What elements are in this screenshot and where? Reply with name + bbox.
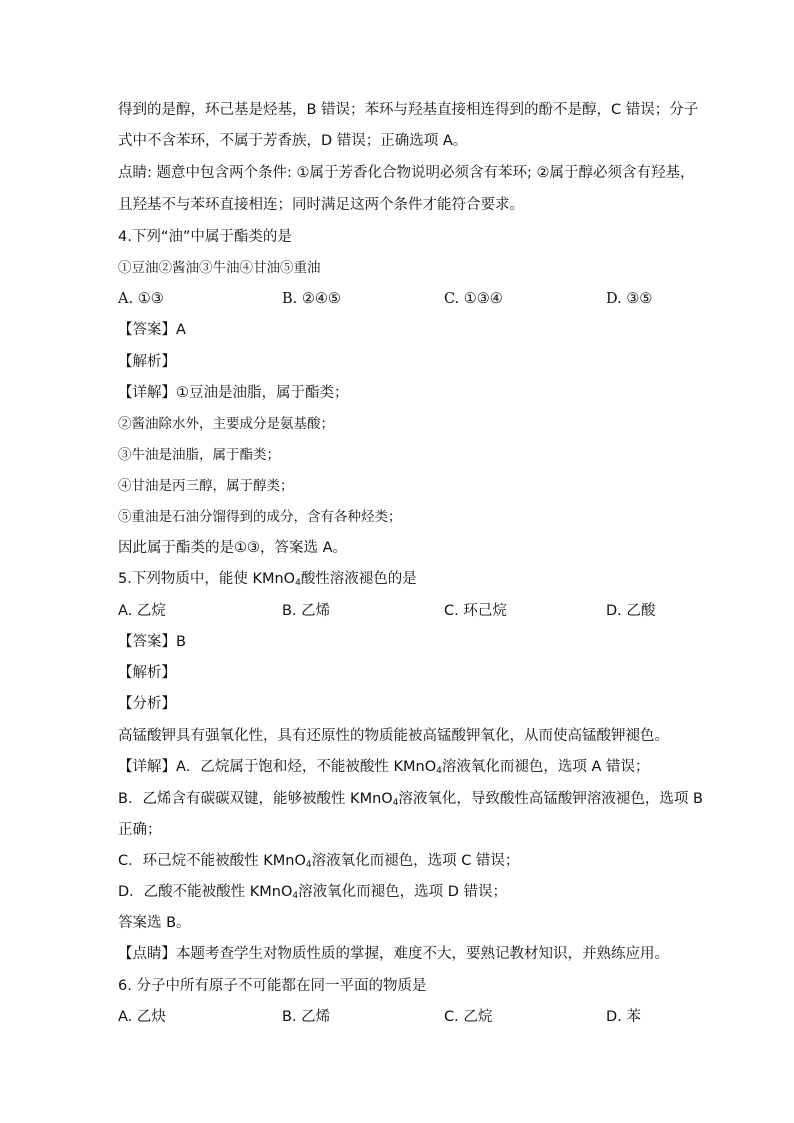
- q4-detail-line-5: ⑤重油是石油分馏得到的成分，含有各种烃类；: [118, 509, 402, 525]
- q4-detail-line-3: ③牛油是油脂，属于酯类；: [118, 447, 280, 463]
- option-a: A. 乙炔: [118, 1009, 166, 1025]
- q5-conclusion: 答案选 B。: [118, 915, 191, 931]
- option-a: A. 乙烷: [118, 603, 166, 619]
- q5-analysis-heading: 【解析】: [118, 665, 176, 681]
- option-d: D. 苯: [606, 1009, 641, 1025]
- q5-answer: 【答案】B: [118, 634, 186, 650]
- option-c: C. 乙烷: [444, 1009, 493, 1025]
- q5-detail-b: B．乙烯含有碳碳双键，能够被酸性 KMnO$_4$溶液氧化，导致酸性高锰酸钾溶液褪色，选项 B: [118, 791, 703, 808]
- option-b: B. 乙烯: [282, 1009, 331, 1025]
- question-4-items: ①豆油②酱油③牛油④甘油⑤重油: [118, 260, 321, 276]
- q4-detail-line-1: 【详解】①豆油是油脂，属于酯类；: [118, 385, 349, 401]
- q3-explanation-line-1: 得到的是醇，环己基是烃基，B 错误；苯环与羟基直接相连得到的酚不是醇，C 错误；分子: [118, 102, 699, 118]
- q4-detail-line-2: ②酱油除水外，主要成分是氨基酸；: [118, 416, 334, 432]
- option-c: C. ①③④: [444, 291, 503, 307]
- q5-detail-c: C．环己烷不能被酸性 KMnO$_4$溶液氧化而褪色，选项 C 错误；: [118, 853, 520, 870]
- question-5-stem: 5.下列物质中，能使 KMnO$_4$酸性溶液褪色的是: [118, 571, 417, 588]
- q5-detail-d: D．乙酸不能被酸性 KMnO$_4$溶液氧化而褪色，选项 D 错误；: [118, 884, 508, 901]
- q4-detail-line-4: ④甘油是丙三醇，属于醇类；: [118, 478, 294, 494]
- q3-tip-line-2: 且羟基不与苯环直接相连；同时满足这两个条件才能符合要求。: [118, 197, 524, 213]
- q5-breakdown-heading: 【分析】: [118, 696, 176, 712]
- option-d: D. ③⑤: [606, 291, 653, 307]
- option-d: D. 乙酸: [606, 603, 656, 619]
- q3-tip-line-1: 点睛: 题意中包含两个条件: ①属于芳香化合物说明必须含有苯环; ②属于醇必须含有羟基，: [118, 165, 695, 181]
- question-4-stem: 4.下列“油”中属于酯类的是: [118, 229, 292, 245]
- option-a: A. ①③: [118, 291, 164, 307]
- q5-breakdown-text: 高锰酸钾具有强氧化性，具有还原性的物质能被高锰酸钾氧化，从而使高锰酸钾褪色。: [118, 728, 669, 744]
- option-b: B. 乙烯: [282, 603, 331, 619]
- q4-conclusion: 因此属于酯类的是①③，答案选 A。: [118, 540, 348, 556]
- option-b: B. ②④⑤: [282, 291, 341, 307]
- q3-explanation-line-2: 式中不含苯环，不属于芳香族，D 错误；正确选项 A。: [118, 133, 468, 149]
- q5-detail-a: 【详解】A．乙烷属于饱和烃，不能被酸性 KMnO$_4$溶液氧化而褪色，选项 A 错误；: [118, 759, 650, 776]
- q5-detail-b-cont: 正确；: [118, 822, 162, 838]
- q4-analysis-heading: 【解析】: [118, 354, 176, 370]
- q5-tip: 【点睛】本题考查学生对物质性质的掌握，难度不大，要熟记教材知识，并熟练应用。: [118, 946, 669, 962]
- question-6-stem: 6. 分子中所有原子不可能都在同一平面的物质是: [118, 978, 427, 994]
- option-c: C. 环己烷: [444, 603, 507, 619]
- q4-answer: 【答案】A: [118, 322, 186, 338]
